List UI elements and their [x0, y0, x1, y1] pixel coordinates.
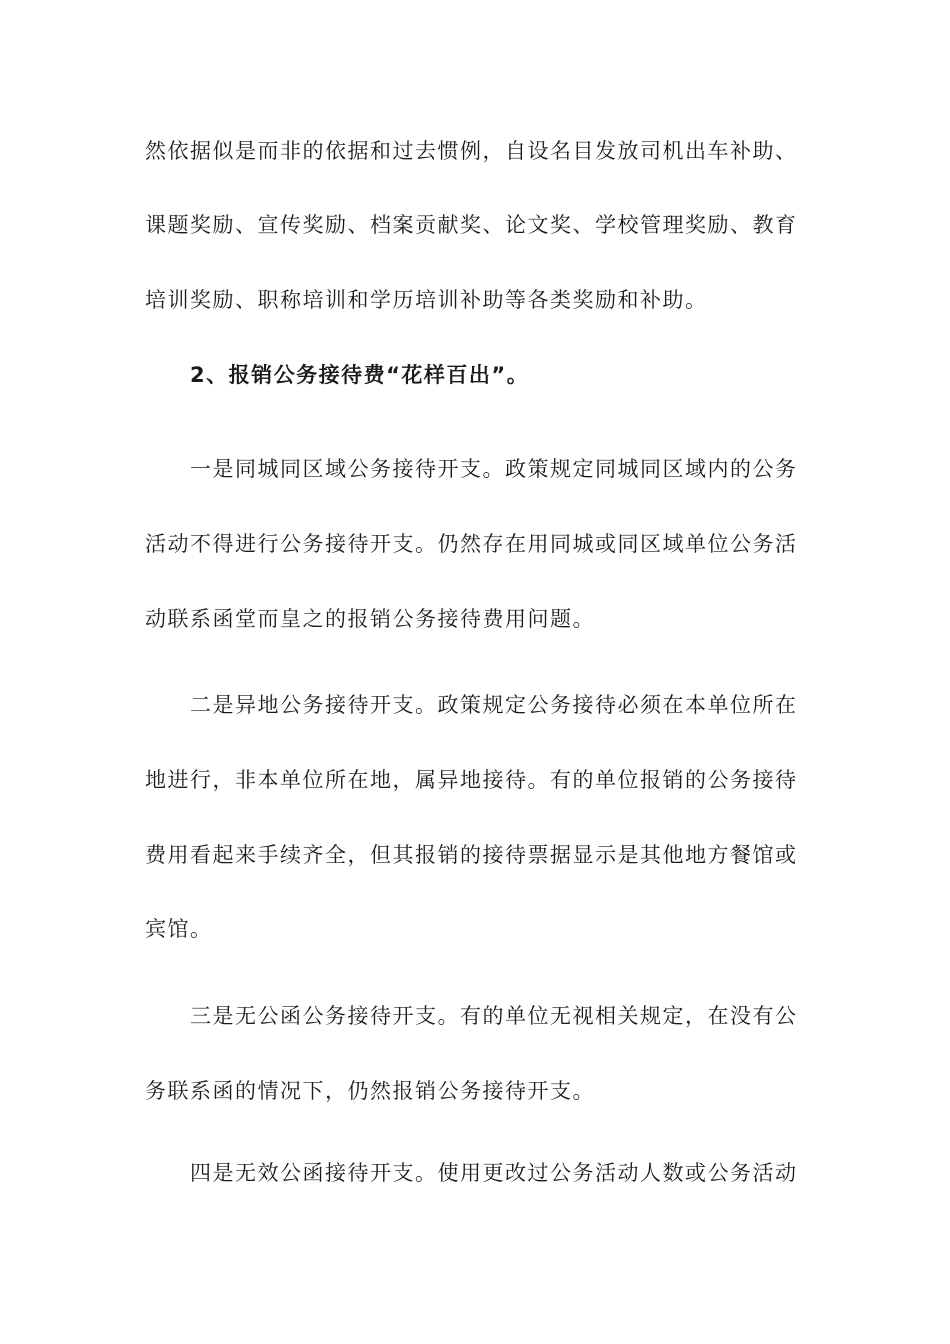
paragraph-line: 二是异地公务接待开支。政策规定公务接待必须在本单位所在 [190, 693, 798, 717]
paragraph-line: 课题奖励、宣传奖励、档案贡献奖、论文奖、学校管理奖励、教育 [145, 213, 798, 237]
paragraph-line: 动联系函堂而皇之的报销公务接待费用问题。 [145, 607, 595, 631]
paragraph-line: 三是无公函公务接待开支。有的单位无视相关规定，在没有公 [190, 1004, 798, 1028]
paragraph-line: 然依据似是而非的依据和过去惯例，自设名目发放司机出车补助、 [145, 139, 798, 163]
paragraph-line: 费用看起来手续齐全，但其报销的接待票据显示是其他地方餐馆或 [145, 843, 798, 867]
paragraph-line: 四是无效公函接待开支。使用更改过公务活动人数或公务活动 [190, 1161, 798, 1185]
section-heading: 2、报销公务接待费“花样百出”。 [190, 363, 530, 387]
paragraph-line: 务联系函的情况下，仍然报销公务接待开支。 [145, 1079, 595, 1103]
paragraph-line: 一是同城同区域公务接待开支。政策规定同城同区域内的公务 [190, 457, 798, 481]
paragraph-line: 宾馆。 [145, 917, 213, 941]
paragraph-line: 活动不得进行公务接待开支。仍然存在用同城或同区域单位公务活 [145, 532, 798, 556]
paragraph-line: 地进行，非本单位所在地，属异地接待。有的单位报销的公务接待 [145, 768, 798, 792]
paragraph-line: 培训奖励、职称培训和学历培训补助等各类奖励和补助。 [145, 288, 708, 312]
